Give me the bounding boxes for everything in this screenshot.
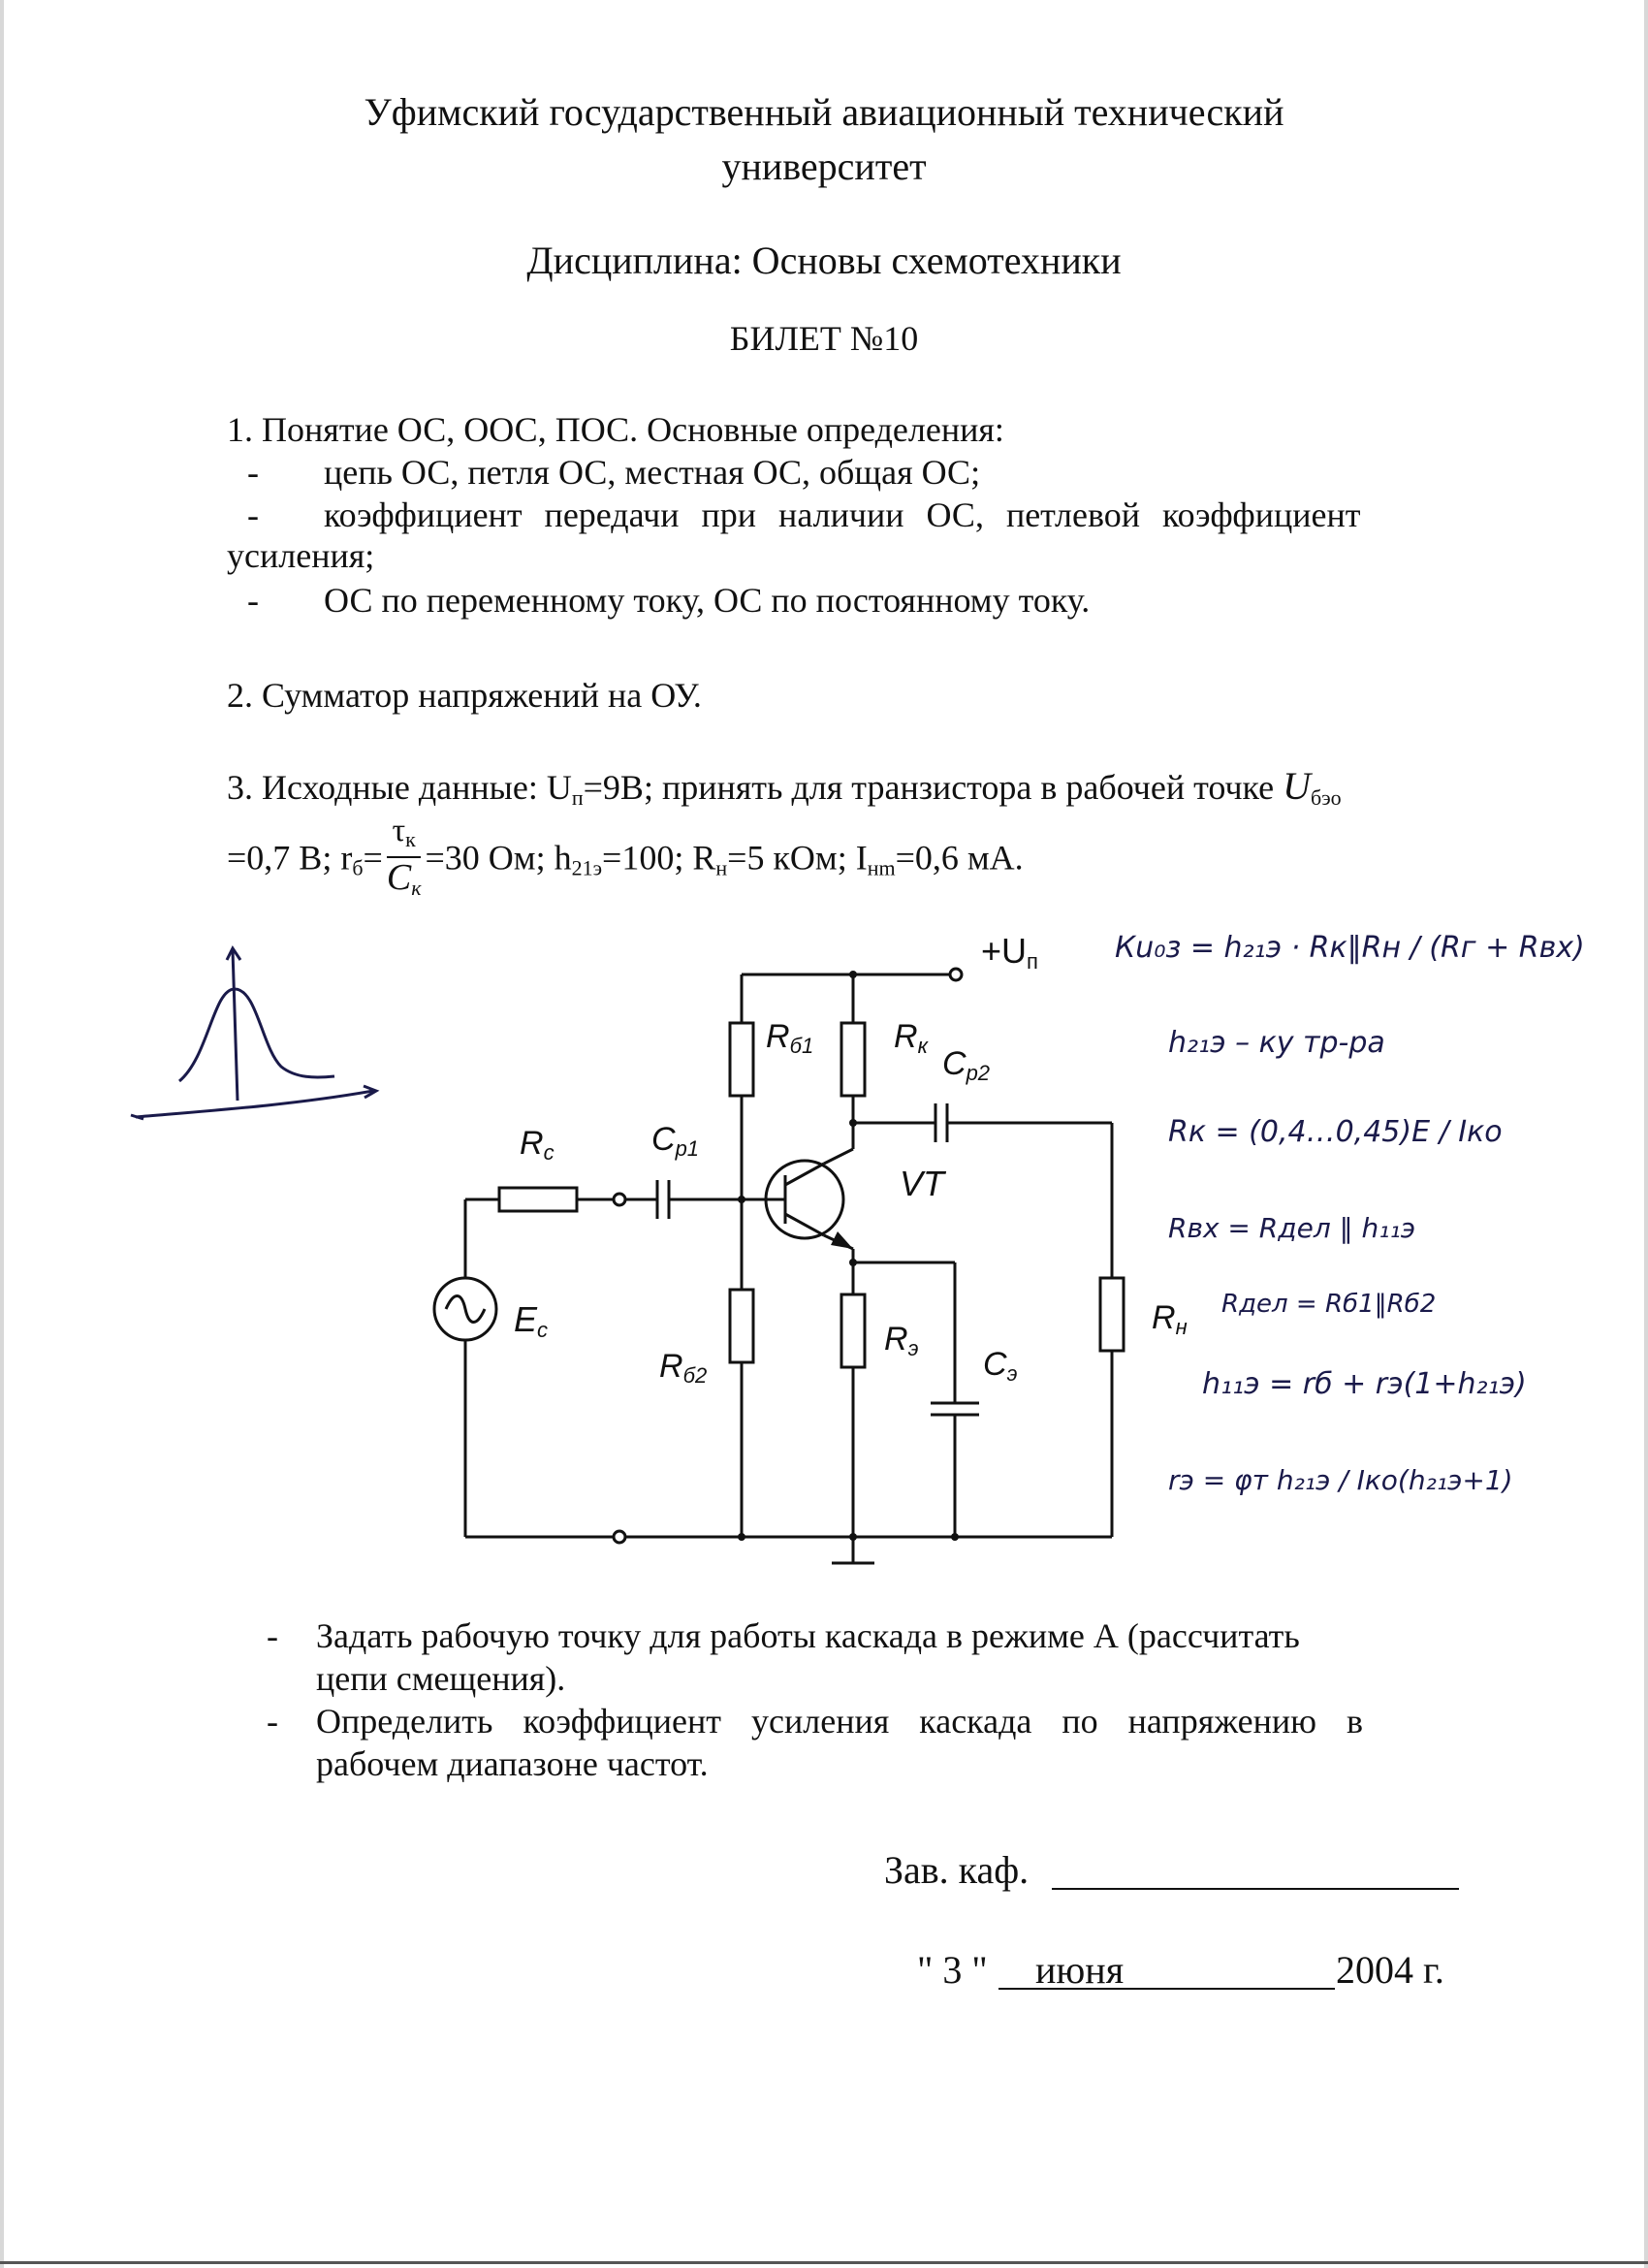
q3-frac-num: τ xyxy=(392,813,406,848)
task1-line1: Задать рабочую точку для работы каскада в режиме А (рассчитать xyxy=(316,1616,1300,1655)
q3-frac-den: C xyxy=(386,857,412,898)
question1-item-3: ОС по переменному току, ОС по постоянному току. xyxy=(324,581,1091,620)
question1-dash-3: - xyxy=(247,581,259,620)
head-of-department-label: Зав. каф. xyxy=(884,1848,1030,1892)
date-year: 2004 г. xyxy=(1336,1948,1444,1992)
label-ce-text: C xyxy=(983,1346,1007,1383)
q3-sub-nm: нm xyxy=(867,855,896,880)
label-ec xyxy=(514,1299,548,1343)
q3-u: U xyxy=(1283,764,1312,808)
question1-item-2-text: коэффициент передачи при наличии ОС, петлевой коэффициент xyxy=(324,495,1361,534)
label-rn xyxy=(1152,1299,1188,1340)
question2-title: 2. Сумматор напряжений на ОУ. xyxy=(227,676,702,715)
question1-title: 1. Понятие ОС, ООС, ПОС. Основные определения: xyxy=(227,410,1004,449)
label-rk-text: R xyxy=(894,1018,918,1055)
q3-sub-p: п xyxy=(571,785,584,810)
q3-text-f: =5 кОм; I xyxy=(727,838,868,878)
label-re-text: R xyxy=(884,1321,908,1358)
label-rb2-text: R xyxy=(659,1348,683,1385)
q3-eq: = xyxy=(363,838,383,878)
label-rb1-sub: б1 xyxy=(789,1034,814,1058)
q3-text-g: =0,6 мА. xyxy=(895,838,1024,878)
label-supply xyxy=(981,931,1038,974)
question1-item-2 xyxy=(324,493,1458,537)
label-cp1 xyxy=(651,1121,699,1162)
discipline-title: Дисциплина: Основы схемотехники xyxy=(526,239,1122,282)
label-re xyxy=(884,1321,918,1361)
question1-dash-1: - xyxy=(247,453,259,492)
label-rk-sub: к xyxy=(917,1034,928,1058)
q3-sub-b: б xyxy=(352,855,364,880)
date-month: июня xyxy=(1035,1948,1125,1992)
q3-text-b: =9В; принять для транзистора в рабочей точке xyxy=(583,768,1284,807)
label-cp2-sub: р2 xyxy=(966,1061,991,1085)
label-vt: VT xyxy=(900,1164,945,1203)
task1-line2: цепи смещения). xyxy=(316,1659,566,1698)
label-rb1 xyxy=(766,1018,813,1059)
label-cp1-text: C xyxy=(651,1121,676,1158)
handwritten-formula-6: h₁₁э = rб + rэ(1+h₂₁э) xyxy=(1202,1367,1527,1401)
q3-sub-h21: 21э xyxy=(571,855,603,880)
question1-item-2-cont: усиления; xyxy=(227,536,375,575)
q3-sub-n: н xyxy=(715,855,728,880)
label-supply-text: +U xyxy=(981,931,1028,971)
label-ce-sub: э xyxy=(1006,1361,1018,1386)
handwritten-formula-7: rэ = φт h₂₁э / Iко(h₂₁э+1) xyxy=(1168,1464,1513,1496)
label-rc xyxy=(520,1125,555,1166)
university-title-line2: университет xyxy=(721,144,927,188)
label-rb2 xyxy=(659,1348,707,1389)
question1-dash-2: - xyxy=(247,495,259,534)
label-rb2-sub: б2 xyxy=(682,1363,708,1388)
handwritten-formula-3: Rк = (0,4…0,45)E / Iко xyxy=(1168,1115,1503,1149)
signature-line xyxy=(1052,1888,1459,1890)
q3-frac-num-sub: к xyxy=(405,827,416,851)
label-supply-sub: п xyxy=(1027,949,1038,974)
q3-frac-den-sub: к xyxy=(411,876,422,900)
q3-text-a: 3. Исходные данные: U xyxy=(227,768,572,807)
label-cp2-text: C xyxy=(942,1045,967,1082)
university-title-line1: Уфимский государственный авиационный технический xyxy=(364,90,1284,134)
label-rk xyxy=(894,1018,928,1059)
label-rn-text: R xyxy=(1152,1299,1176,1336)
label-cp2 xyxy=(942,1045,990,1086)
task2-dash: - xyxy=(267,1702,278,1741)
question3-line2 xyxy=(227,815,1024,908)
q3-text-e: =100; R xyxy=(602,838,716,878)
label-ec-sub: с xyxy=(537,1318,549,1342)
label-ce xyxy=(983,1346,1017,1387)
task2-line1: Определить коэффициент усиления каскада по напряжению в xyxy=(316,1702,1364,1741)
task2-line2: рабочем диапазоне частот. xyxy=(316,1744,709,1783)
gaussian-sketch xyxy=(126,931,388,1134)
question1-item-1: цепь ОС, петля ОС, местная ОС, общая ОС; xyxy=(324,453,981,492)
q3-text-d: =30 Ом; h xyxy=(425,838,572,878)
label-rc-sub: с xyxy=(543,1140,555,1165)
handwritten-formula-4: Rвх = Rдел ‖ h₁₁э xyxy=(1168,1212,1416,1244)
label-cp1-sub: р1 xyxy=(675,1136,700,1161)
scan-bottom-edge xyxy=(0,2261,1648,2264)
task1-dash: - xyxy=(267,1616,278,1655)
handwritten-formula-5: Rдел = Rб1‖Rб2 xyxy=(1221,1290,1437,1319)
date-day: " 3 " xyxy=(917,1948,988,1992)
label-rn-sub: н xyxy=(1175,1315,1188,1339)
label-rb1-text: R xyxy=(766,1018,790,1055)
q3-sub-beo: бэо xyxy=(1311,785,1342,810)
q3-text-c: =0,7 В; r xyxy=(227,838,353,878)
label-re-sub: э xyxy=(907,1336,919,1360)
handwritten-formula-2: h₂₁э – ку тр-ра xyxy=(1168,1026,1385,1060)
label-rc-text: R xyxy=(520,1125,544,1162)
q3-fraction xyxy=(387,815,422,908)
ticket-number: БИЛЕТ №10 xyxy=(729,319,919,358)
label-ec-text: E xyxy=(514,1299,538,1339)
handwritten-formula-1: Кu₀з = h₂₁э · Rк‖Rн / (Rг + Rвх) xyxy=(1115,931,1585,965)
